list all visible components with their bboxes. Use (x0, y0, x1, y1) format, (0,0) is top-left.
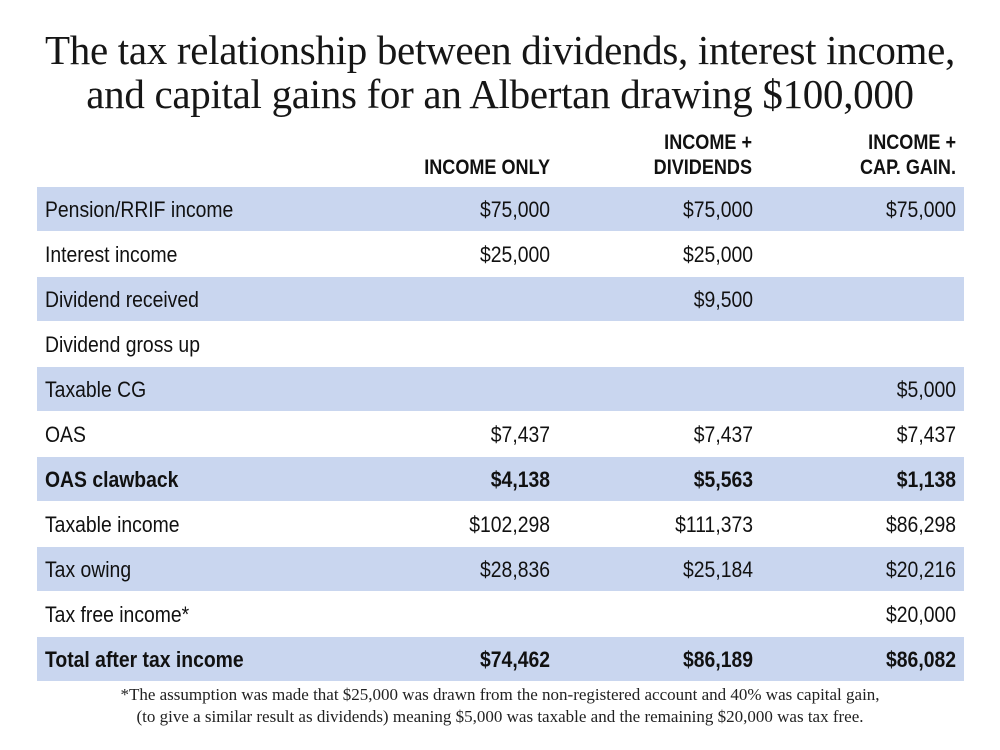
row-label: Tax free income* (45, 602, 190, 627)
footnote-line-2: (to give a similar result as dividends) meaning $5,000 was taxable and the remaining $20,000 was tax free. (136, 707, 864, 726)
table-cell: $7,437 (896, 422, 956, 447)
table-cell: $86,189 (683, 647, 753, 672)
table-cell: $20,216 (886, 557, 956, 582)
chart-title (0, 28, 1000, 116)
table-cell: $86,082 (886, 647, 956, 672)
column-header-line-1: INCOME + (868, 131, 956, 154)
table-cell: $1,138 (896, 467, 956, 492)
column-header-line-2: CAP. GAIN. (859, 156, 956, 179)
table-cell (374, 592, 550, 637)
data-table (37, 187, 964, 682)
table-cell: $4,138 (490, 467, 550, 492)
table-cell: $75,000 (480, 197, 550, 222)
table-cell: $102,298 (469, 512, 550, 537)
row-label: Taxable CG (45, 377, 147, 402)
table-cell (577, 367, 753, 412)
footnote-line-1: *The assumption was made that $25,000 was drawn from the non-registered account and 40% was capital gain, (120, 685, 880, 704)
table-row (37, 367, 964, 412)
column-header-line-1: INCOME + (664, 131, 752, 154)
table-cell (374, 277, 550, 322)
table-cell: $7,437 (693, 422, 753, 447)
table-cell: $75,000 (683, 197, 753, 222)
table-cell: $25,000 (480, 242, 550, 267)
table-cell (780, 277, 956, 322)
footnote (0, 684, 1000, 728)
column-header-line-1: INCOME ONLY (424, 156, 550, 179)
column-header-income-cap-gain (784, 128, 956, 180)
table-cell (780, 232, 956, 277)
table-cell (374, 322, 550, 367)
table-cell (577, 592, 753, 637)
table-row (37, 547, 964, 592)
chart-title-line-2: and capital gains for an Albertan drawing $100,000 (86, 71, 914, 117)
table-row (37, 322, 964, 367)
table-row (37, 277, 964, 322)
column-header-line-2: DIVIDENDS (653, 156, 752, 179)
table-row (37, 592, 964, 637)
table-row (37, 457, 964, 502)
row-label: Total after tax income (45, 647, 244, 672)
table-row (37, 187, 964, 232)
row-label: Tax owing (45, 557, 132, 582)
table-cell: $20,000 (886, 602, 956, 627)
table-cell: $5,563 (693, 467, 753, 492)
row-label: OAS clawback (45, 467, 179, 492)
row-label: Taxable income (45, 512, 180, 537)
table-row (37, 502, 964, 547)
chart-title-line-1: The tax relationship between dividends, interest income, (45, 27, 955, 73)
table-cell: $28,836 (480, 557, 550, 582)
table-cell (780, 322, 956, 367)
table-cell: $111,373 (675, 512, 753, 537)
row-label: Dividend received (45, 287, 199, 312)
table-cell: $5,000 (896, 377, 956, 402)
row-label: OAS (45, 422, 86, 447)
column-header-income-dividends (580, 128, 752, 180)
table-cell: $9,500 (693, 287, 753, 312)
row-label: Pension/RRIF income (45, 197, 234, 222)
table-cell (374, 367, 550, 412)
table-cell: $25,000 (683, 242, 753, 267)
column-header-income-only (326, 128, 550, 180)
table-cell: $75,000 (886, 197, 956, 222)
row-label: Dividend gross up (45, 332, 200, 357)
table-row (37, 412, 964, 457)
row-label: Interest income (45, 242, 178, 267)
table-cell: $74,462 (480, 647, 550, 672)
table-row (37, 232, 964, 277)
table-cell: $86,298 (886, 512, 956, 537)
table-cell: $7,437 (490, 422, 550, 447)
table-cell (577, 322, 753, 367)
table-row (37, 637, 964, 682)
table-cell: $25,184 (683, 557, 753, 582)
